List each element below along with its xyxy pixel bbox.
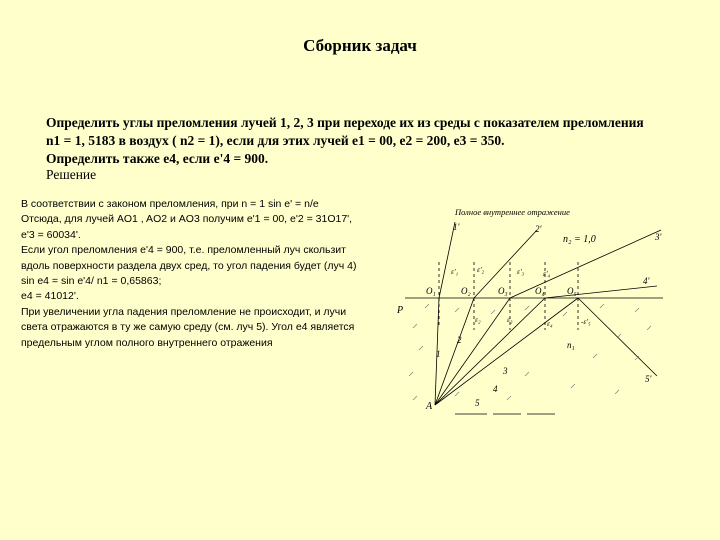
- solution-line: При увеличении угла падения преломление не происходит, и лучи: [21, 305, 347, 318]
- label-P: P: [397, 305, 404, 316]
- label-ep1: ε'₁: [451, 267, 459, 276]
- refraction-diagram: [395, 200, 695, 422]
- solution-line: В соответствии с законом преломления, при n = 1 sin e' = n/e: [21, 198, 319, 210]
- label-A: A: [426, 401, 433, 412]
- problem-statement: [46, 114, 686, 168]
- label-O3: O₃: [498, 286, 508, 296]
- label-r2: 2': [535, 224, 542, 234]
- solution-line: Отсюда, для лучей AO1 , AO2 и AO3 получим e'1 = 00, e'2 = 31O17',: [21, 213, 353, 226]
- label-O1: O₁: [426, 286, 436, 296]
- solution-line: света отражаются в ту же самую среду (см. луч 5). Угол e4 является: [21, 321, 355, 334]
- ray-3: [435, 298, 510, 405]
- refracted-ray-4: [545, 286, 657, 298]
- label-i2: 2: [457, 335, 462, 345]
- label-e3: ε₃: [507, 315, 513, 324]
- solution-text: [21, 197, 381, 351]
- label-r5: 5': [645, 374, 652, 384]
- label-O4: O₄: [535, 286, 545, 296]
- label-i4: 4: [493, 384, 498, 394]
- label-e5: -ε'₅: [581, 317, 591, 326]
- solution-line: sin e4 = sin e'4/ n1 = 0,65863;: [21, 275, 162, 288]
- solution-line: e'3 = 60034'.: [21, 228, 81, 241]
- label-i1: 1: [436, 349, 441, 359]
- label-e2: ε₂: [475, 315, 481, 324]
- label-ep4: ε'₄: [543, 269, 551, 278]
- reflected-ray-5: [578, 298, 657, 376]
- solution-line: Если угол преломления e'4 = 900, т.е. преломленный луч скользит: [21, 244, 346, 257]
- label-r1: 1': [453, 222, 460, 232]
- solution-line: вдоль поверхности раздела двух сред, то угол падения будет (луч 4): [21, 259, 357, 272]
- ray-2: [435, 298, 474, 405]
- problem-line-1: Определить углы преломления лучей 1, 2, 3 при переходе их из среды с показателем преломления: [46, 115, 644, 130]
- solution-heading: Решение: [46, 167, 97, 182]
- problem-line-2: n1 = 1, 5183 в воздух ( n2 = 1), если для этих лучей e1 = 00, e2 = 200, e3 = 350.: [46, 133, 505, 148]
- label-i5: 5: [475, 398, 480, 408]
- label-n1: n₁: [567, 340, 575, 350]
- ray-4: [435, 298, 545, 405]
- problem-line-3: Определить также e4, если e'4 = 900.: [46, 151, 269, 166]
- label-O2: O₂: [461, 286, 471, 296]
- label-i3: 3: [503, 366, 508, 376]
- solution-line: предельным углом полного внутреннего отражения: [21, 336, 273, 349]
- label-r3: 3': [655, 232, 662, 242]
- label-e4: ε₄: [547, 319, 553, 328]
- refracted-ray-1: [439, 222, 455, 298]
- label-r4: 4': [643, 276, 650, 286]
- label-ep2: ε'₂: [477, 265, 485, 274]
- solution-line: e4 = 41012'.: [21, 290, 79, 303]
- label-ep3: ε'₃: [517, 267, 525, 276]
- page-title: Сборник задач: [303, 36, 417, 55]
- label-O5: O₅: [567, 286, 577, 296]
- diagram-caption: Полное внутреннее отражение: [455, 207, 570, 217]
- label-n2: n₂ = 1,0: [563, 234, 596, 245]
